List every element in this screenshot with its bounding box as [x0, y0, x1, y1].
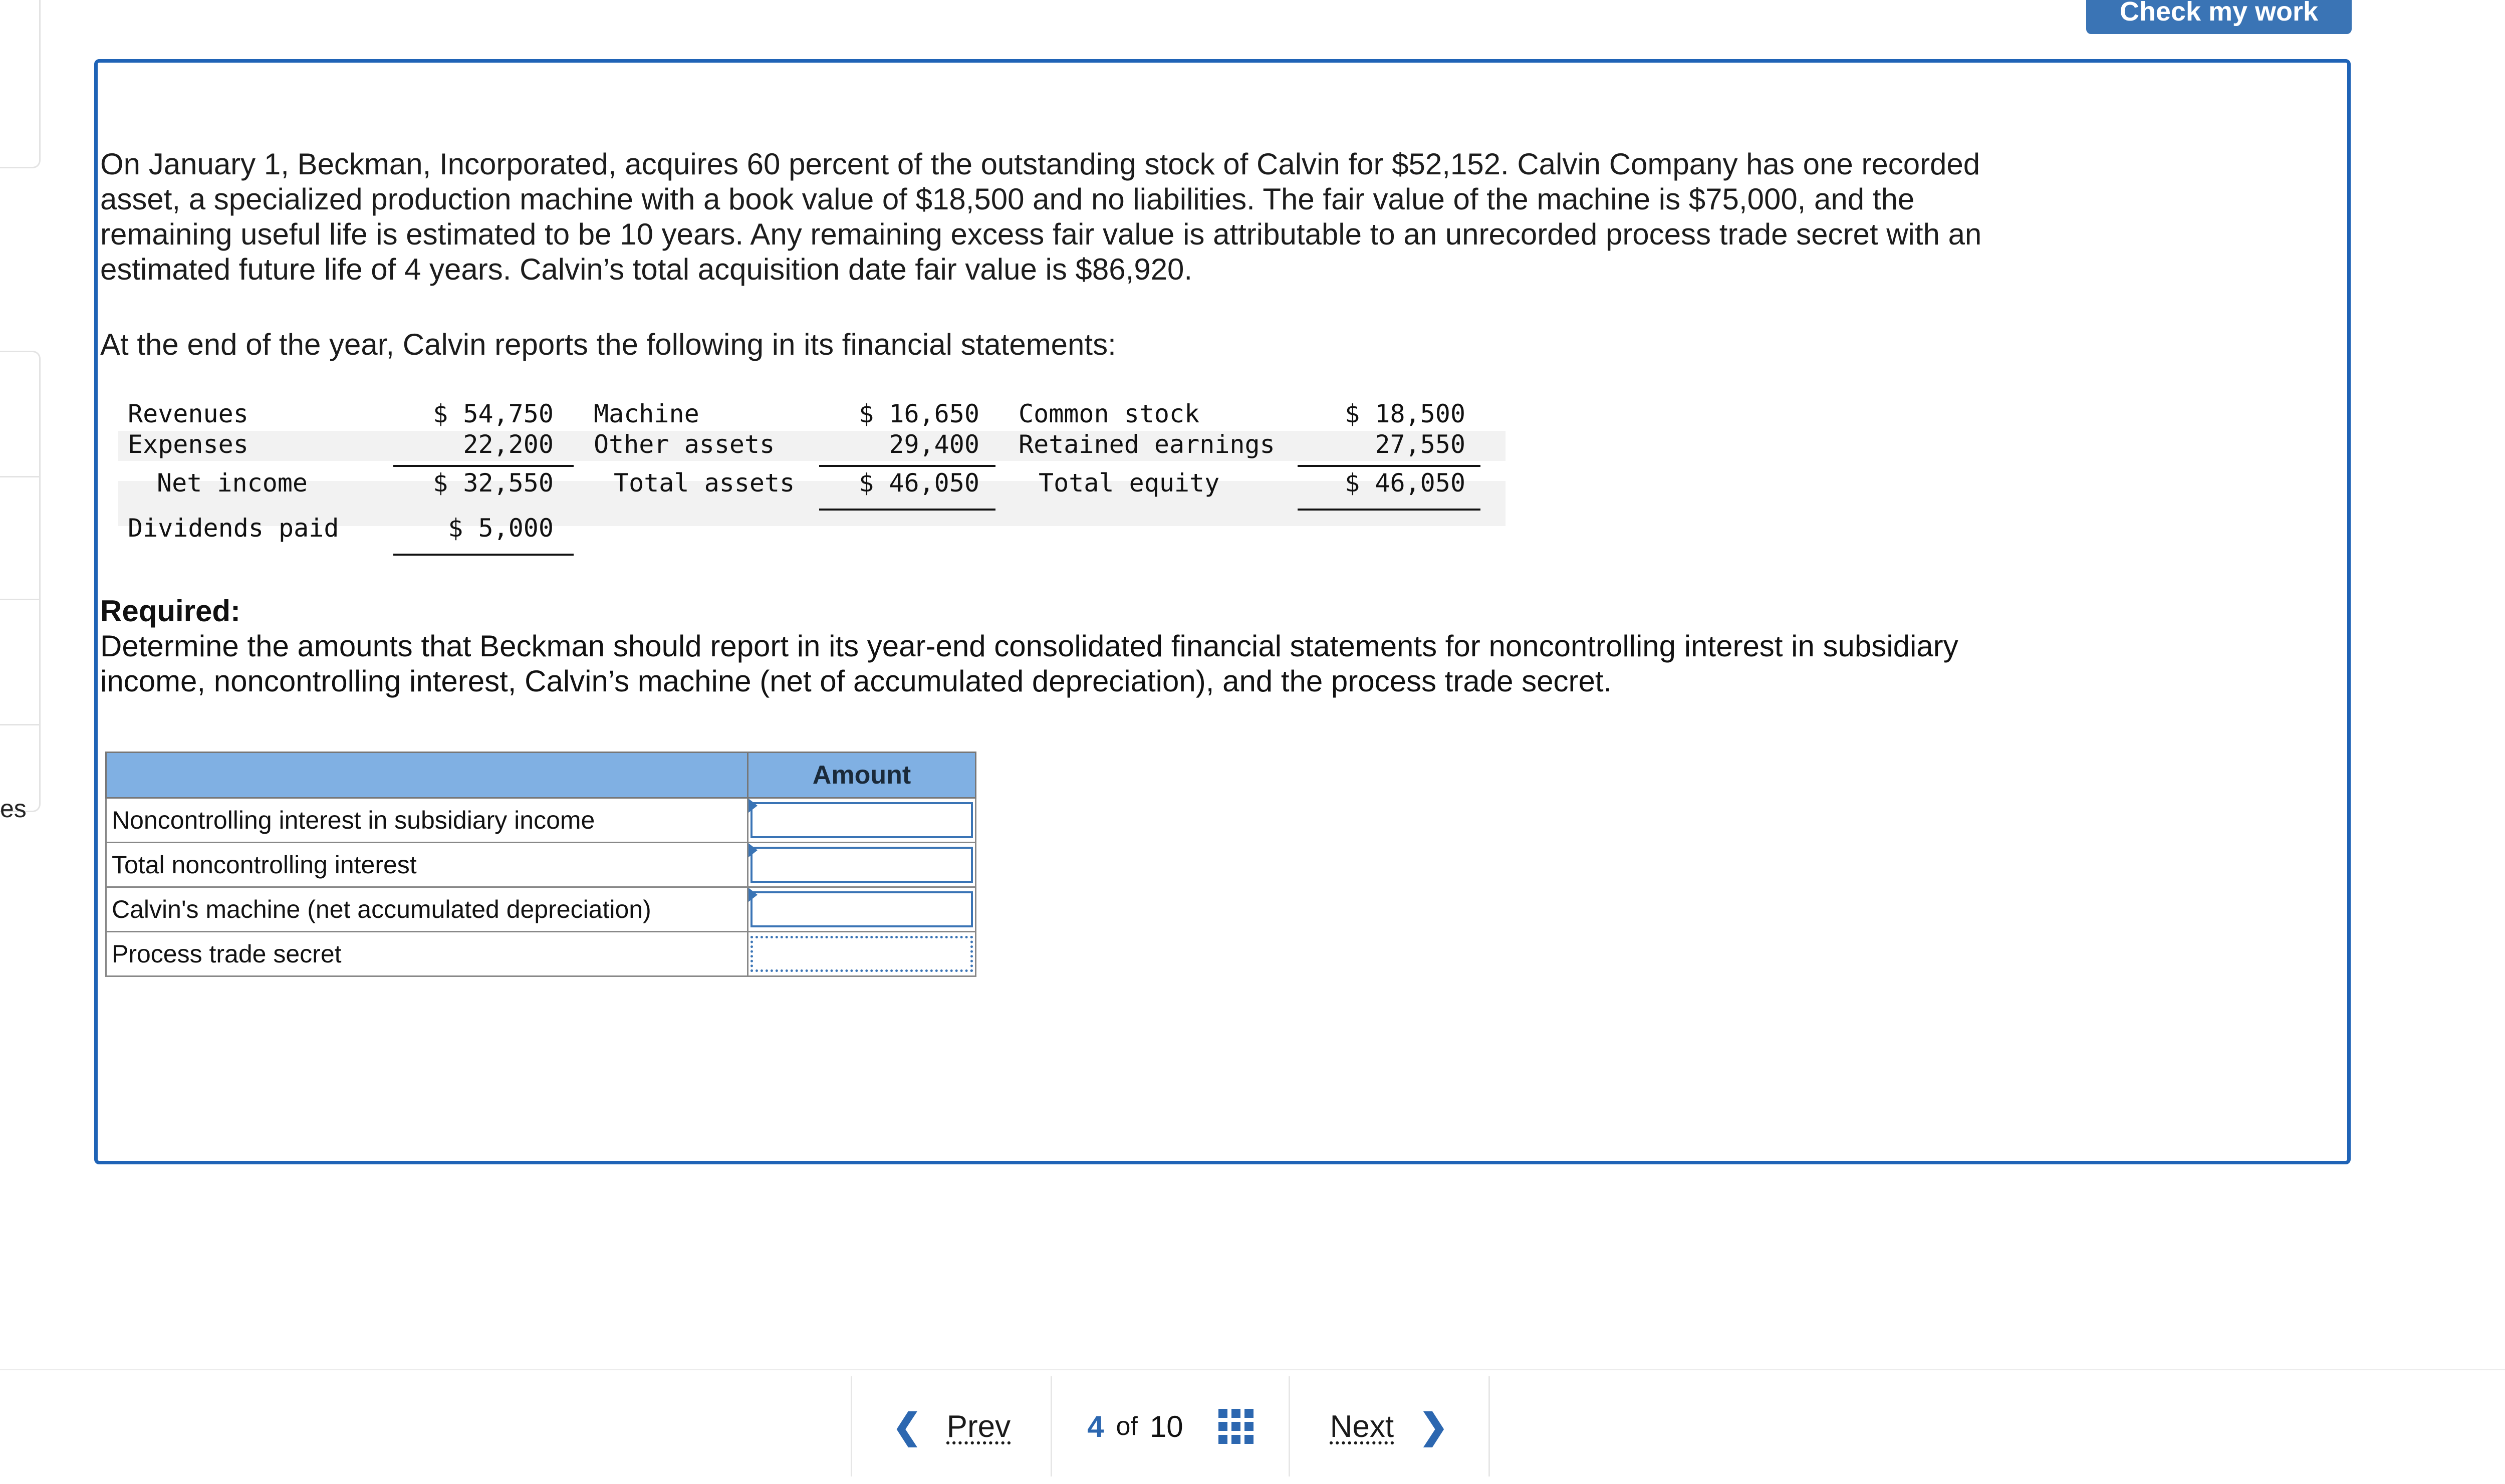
question-panel — [94, 59, 2351, 1164]
required-section — [100, 594, 2054, 699]
of-label: of — [1116, 1412, 1138, 1441]
underline — [393, 465, 574, 467]
total-nci-input[interactable] — [750, 847, 973, 883]
row-label: Total noncontrolling interest — [106, 843, 748, 887]
table-row — [106, 887, 976, 932]
nci-subsidiary-income-input[interactable] — [750, 802, 973, 838]
required-text: Determine the amounts that Beckman should report in its year-end consolidated financial statements for noncontrolling interest in subsidiary income, noncontrolling interest, Calvin’s machine (net of accumulated depreciation), and the process trade secret. — [100, 629, 1958, 698]
required-title: Required: — [100, 594, 241, 628]
table-row — [106, 843, 976, 887]
header-amount: Amount — [748, 753, 976, 798]
prev-label: Prev — [946, 1409, 1011, 1444]
header-blank — [106, 753, 748, 798]
nav-divider — [1488, 1376, 1490, 1476]
row-band — [118, 431, 1506, 461]
question-navigation — [851, 1374, 1490, 1479]
total-pages: 10 — [1149, 1409, 1183, 1443]
expenses-value: 22,200 — [463, 430, 554, 459]
underline — [819, 465, 995, 467]
dividends-label: Dividends paid — [128, 514, 339, 543]
retained-earnings-label: Retained earnings — [1019, 430, 1275, 459]
common-stock-label: Common stock — [1019, 399, 1200, 428]
machine-value: $ 16,650 — [859, 399, 979, 428]
answer-table — [105, 752, 976, 977]
row-label: Noncontrolling interest in subsidiary income — [106, 798, 748, 843]
amount-cell — [748, 843, 976, 887]
grid-icon[interactable] — [1218, 1409, 1254, 1444]
amount-cell — [748, 887, 976, 932]
next-label: Next — [1330, 1409, 1394, 1444]
prev-button[interactable] — [852, 1376, 1051, 1476]
left-rail — [0, 0, 40, 1484]
process-trade-secret-input[interactable] — [750, 936, 973, 972]
rail-divider — [0, 476, 39, 477]
rail-card[interactable] — [0, 351, 41, 812]
footer-divider — [0, 1369, 2505, 1370]
total-equity-value: $ 46,050 — [1345, 468, 1465, 498]
calvin-machine-input[interactable] — [750, 891, 973, 927]
cell-flag-icon — [748, 888, 758, 902]
current-page: 4 — [1087, 1409, 1104, 1443]
cell-flag-icon — [748, 843, 758, 857]
rail-divider — [0, 724, 39, 725]
other-assets-label: Other assets — [594, 430, 775, 459]
check-my-work-button[interactable]: Check my work — [2086, 0, 2352, 34]
page-indicator[interactable] — [1052, 1376, 1289, 1476]
next-button[interactable] — [1290, 1376, 1488, 1476]
row-label: Calvin's machine (net accumulated depreciation) — [106, 887, 748, 932]
expenses-label: Expenses — [128, 430, 248, 459]
dividends-value: $ 5,000 — [448, 514, 554, 543]
underline — [1298, 509, 1480, 511]
underline — [1298, 465, 1480, 467]
total-assets-label: Total assets — [614, 468, 795, 498]
rail-partial-label: es — [0, 795, 27, 823]
rail-divider — [0, 599, 39, 600]
row-label: Process trade secret — [106, 932, 748, 976]
underline — [819, 509, 995, 511]
amount-cell — [748, 932, 976, 976]
revenues-label: Revenues — [128, 399, 248, 428]
table-row — [106, 932, 976, 976]
machine-label: Machine — [594, 399, 699, 428]
total-assets-value: $ 46,050 — [859, 468, 979, 498]
net-income-label: Net income — [157, 468, 308, 498]
statements-lead: At the end of the year, Calvin reports the following in its financial statements: — [100, 328, 1116, 361]
other-assets-value: 29,400 — [889, 430, 979, 459]
question-intro: On January 1, Beckman, Incorporated, acquires 60 percent of the outstanding stock of Calvin for $52,152. Calvin Company has one recorded asset, a specialized production machine with a book value of $18,500 and no liabilities. The fair value of the machine is $75,000, and the remaining useful life is estimated to be 10 years. Any remaining excess fair value is attributable to an unrecorded process trade secret with an estimated future life of 4 years. Calvin’s total acquisition date fair value is $86,920. — [100, 147, 1982, 286]
total-equity-label: Total equity — [1039, 468, 1220, 498]
rail-card[interactable] — [0, 0, 41, 168]
cell-flag-icon — [748, 799, 758, 813]
chevron-left-icon: ❮ — [892, 1407, 922, 1446]
answer-table-header — [106, 753, 976, 798]
table-row — [106, 798, 976, 843]
underline — [393, 554, 574, 556]
amount-cell — [748, 798, 976, 843]
chevron-right-icon: ❯ — [1419, 1407, 1448, 1446]
common-stock-value: $ 18,500 — [1345, 399, 1465, 428]
revenues-value: $ 54,750 — [433, 399, 554, 428]
net-income-value: $ 32,550 — [433, 468, 554, 498]
retained-earnings-value: 27,550 — [1375, 430, 1465, 459]
